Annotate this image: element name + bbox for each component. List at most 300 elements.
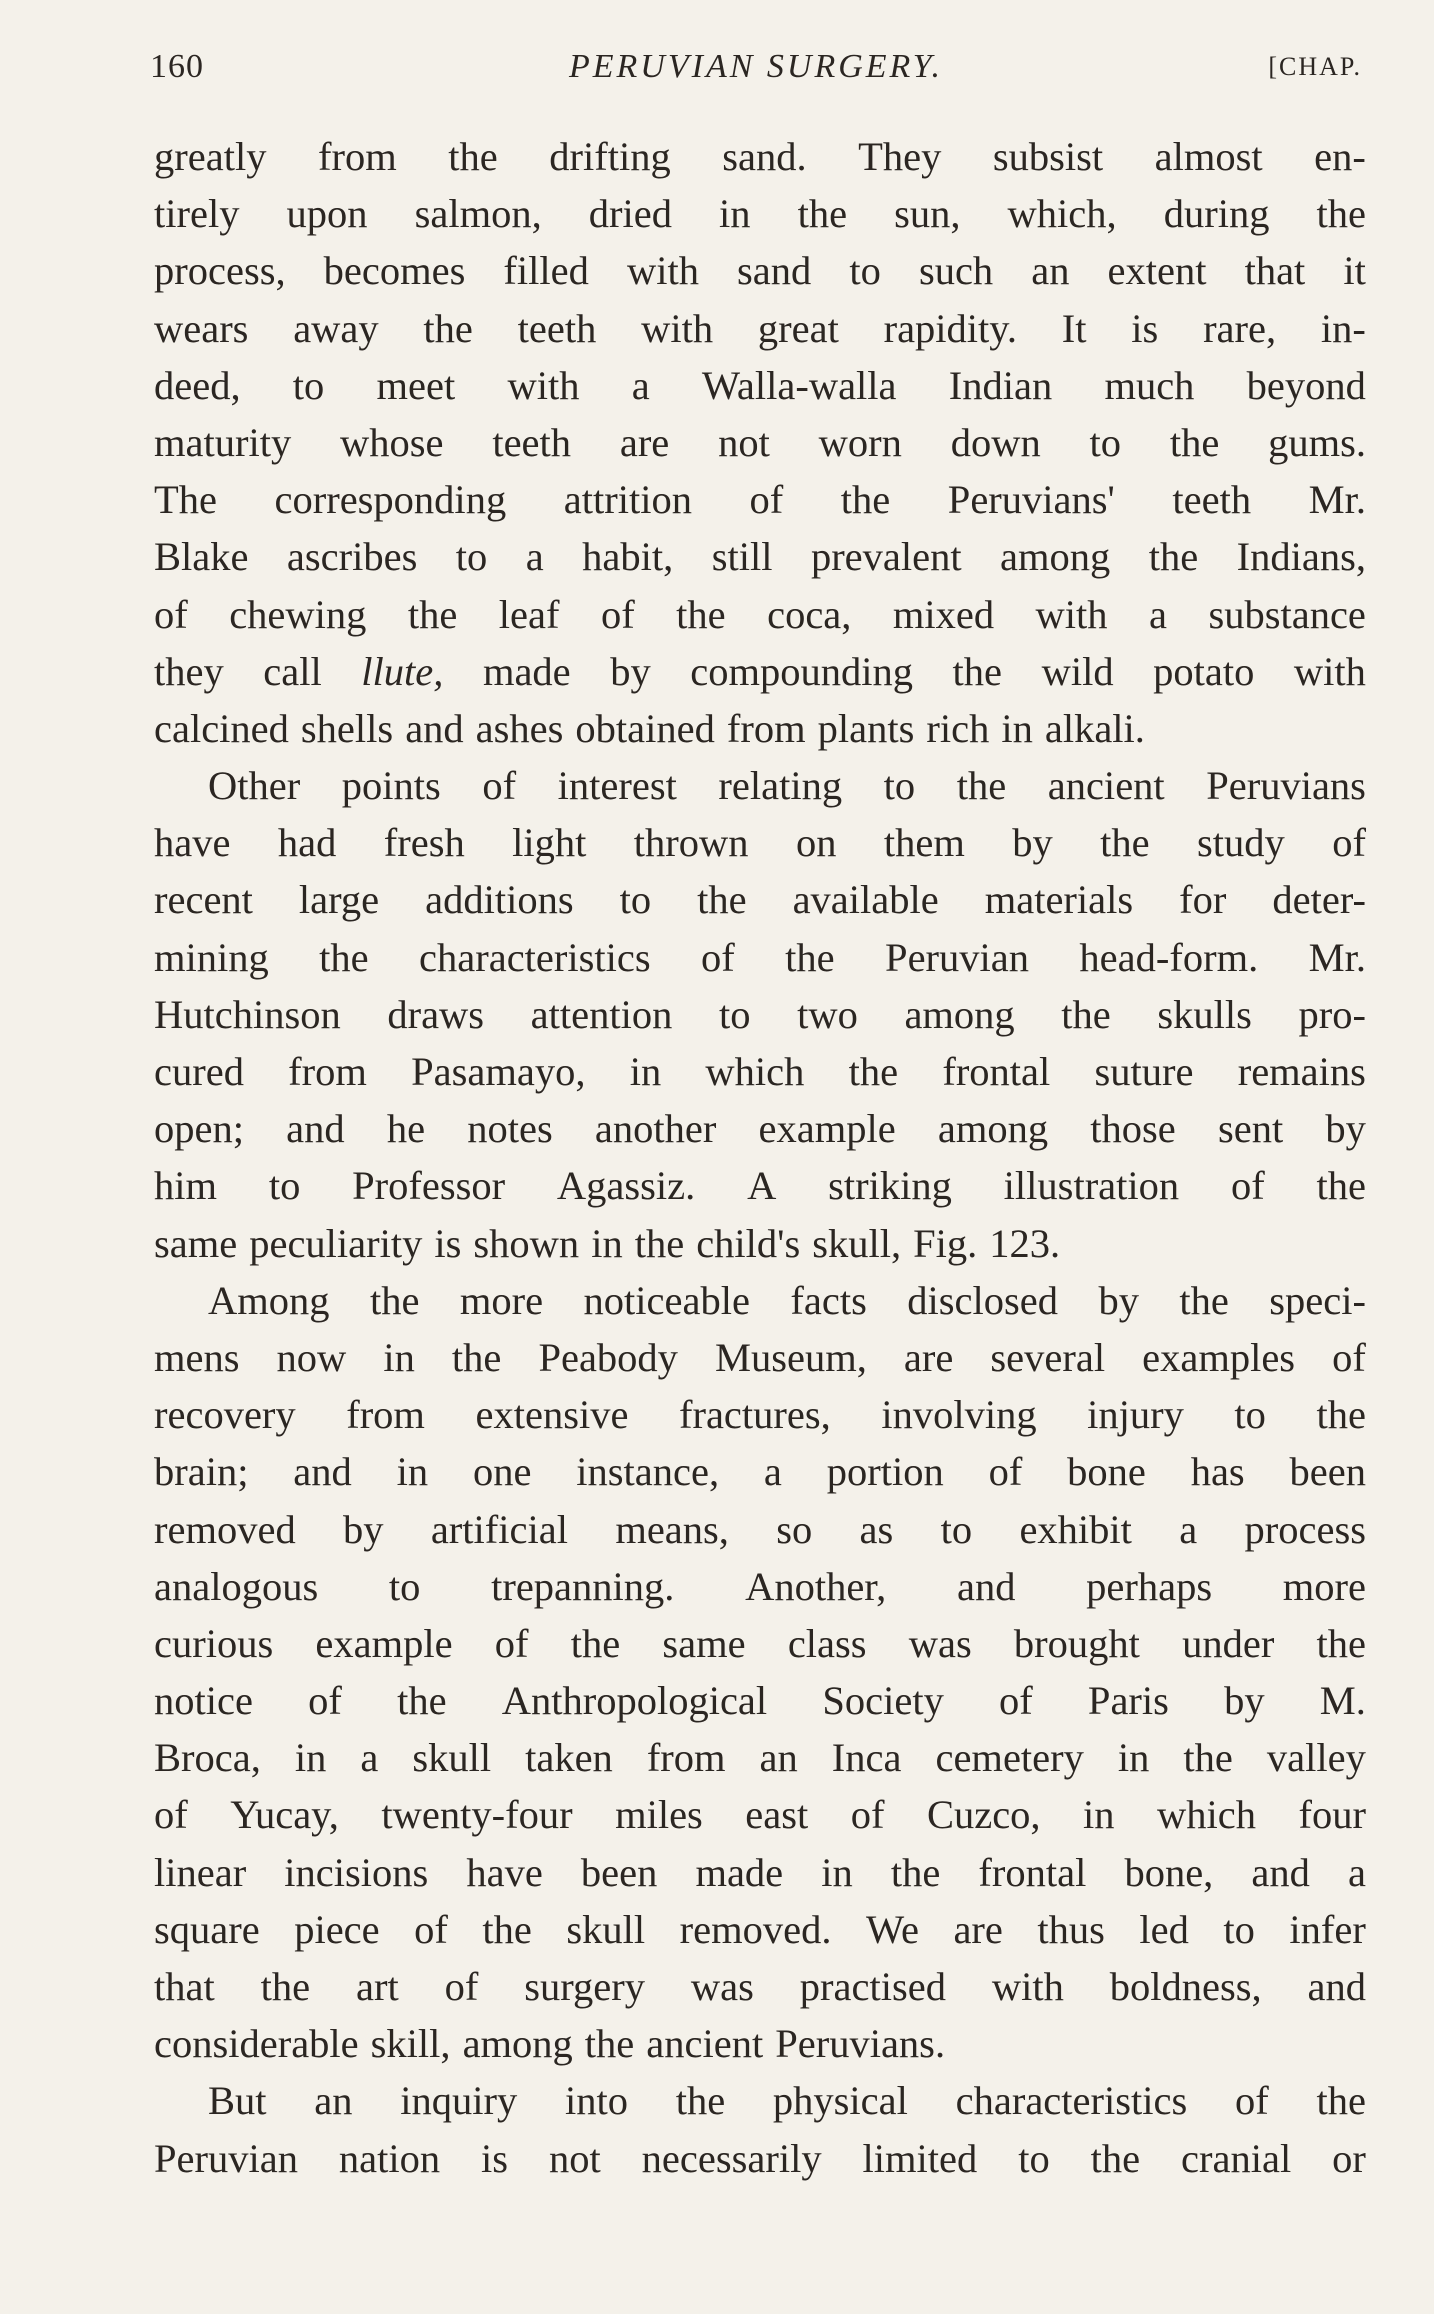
text-line — [154, 986, 1366, 1043]
word: of — [1332, 820, 1366, 866]
word: linear — [154, 1849, 247, 1895]
running-head — [150, 40, 1362, 100]
text-line — [154, 528, 1366, 585]
word: more — [459, 1277, 544, 1323]
word: skulls — [1157, 991, 1252, 1037]
word: notice — [154, 1678, 253, 1724]
word: en- — [1314, 134, 1366, 179]
word: under — [1182, 1620, 1275, 1666]
word: frontal — [942, 1049, 1051, 1094]
word: head-form. — [1079, 934, 1259, 980]
word: and — [293, 1449, 352, 1495]
body-text — [154, 128, 1366, 2187]
word: a — [631, 362, 650, 408]
word: Peruvians' — [947, 477, 1115, 523]
word: twenty-four — [381, 1792, 573, 1838]
word: greatly — [154, 134, 267, 179]
word: skill, — [370, 2021, 451, 2067]
word: instance, — [576, 1449, 720, 1495]
word: during — [1163, 191, 1270, 237]
word: of — [494, 1620, 529, 1666]
word: led — [1139, 1906, 1189, 1952]
word: Professor — [352, 1163, 506, 1209]
text-line — [154, 586, 1366, 643]
word: surgery — [524, 1964, 645, 2009]
word: been — [580, 1849, 658, 1895]
text-line — [154, 1672, 1366, 1729]
word: We — [865, 1906, 919, 1952]
word: by — [610, 648, 651, 694]
word: which, — [1007, 191, 1117, 237]
word: in — [396, 1449, 429, 1495]
word: process, — [154, 248, 286, 294]
word: open; — [154, 1106, 244, 1152]
word: valley — [1266, 1735, 1366, 1781]
word: by — [1012, 820, 1053, 866]
word: two — [797, 991, 858, 1037]
word: of — [308, 1678, 342, 1724]
text-line — [154, 814, 1366, 871]
word: by — [1098, 1277, 1139, 1323]
word: of — [1230, 1163, 1265, 1209]
word: to — [455, 534, 488, 580]
word: a — [1149, 591, 1167, 637]
text-line — [154, 1501, 1366, 1558]
word: it — [1343, 248, 1366, 294]
word: the — [1316, 2078, 1366, 2124]
word: that — [1244, 248, 1306, 294]
word: additions — [425, 877, 574, 923]
word: facts — [790, 1277, 867, 1323]
text-line — [154, 2015, 1366, 2072]
word: down — [950, 419, 1041, 465]
word: four — [1298, 1792, 1366, 1838]
word: M. — [1319, 1678, 1366, 1724]
word: the — [697, 877, 747, 923]
word: not — [548, 2135, 601, 2181]
word: the — [956, 763, 1007, 809]
word: mens — [154, 1334, 240, 1380]
word: Indians, — [1236, 534, 1366, 580]
word: art — [356, 1964, 399, 2009]
word: Peabody — [538, 1334, 678, 1380]
word: analogous — [154, 1563, 319, 1609]
word: remains — [1237, 1049, 1366, 1094]
word: class — [787, 1620, 867, 1666]
text-line — [154, 1100, 1366, 1157]
word: so — [776, 1506, 813, 1552]
word: dried — [588, 191, 672, 237]
word: teeth — [492, 419, 572, 465]
word: which — [705, 1049, 805, 1094]
word: ascribes — [286, 534, 418, 580]
word: among — [937, 1106, 1049, 1152]
word: those — [1090, 1106, 1176, 1152]
text-line — [154, 1443, 1366, 1500]
word: of — [850, 1792, 885, 1838]
word: the — [840, 477, 891, 523]
word: same — [154, 1220, 238, 1266]
word: involving — [881, 1392, 1037, 1438]
text-line — [154, 1958, 1366, 2015]
word: Peruvians. — [775, 2021, 946, 2067]
word: with — [507, 362, 580, 408]
word: considerable — [154, 2021, 359, 2067]
word: they — [154, 648, 224, 694]
word: the — [1148, 534, 1199, 580]
text-line — [154, 357, 1366, 414]
word: Other — [208, 763, 301, 809]
word: skull — [566, 1906, 646, 1952]
word: as — [859, 1506, 894, 1552]
word: the — [260, 1964, 311, 2009]
word: leaf — [498, 591, 560, 637]
word: gums. — [1268, 419, 1366, 465]
word: noticeable — [583, 1277, 750, 1323]
page-number: 160 — [150, 48, 204, 85]
word: shown — [473, 1220, 580, 1266]
word: characteristics — [955, 2078, 1188, 2124]
text-line — [154, 757, 1366, 814]
text-line — [154, 2130, 1366, 2187]
word: trepanning. — [491, 1563, 675, 1609]
word: from — [317, 134, 397, 179]
word: of — [154, 1792, 188, 1838]
word: fractures, — [678, 1392, 831, 1438]
word: the — [451, 1334, 502, 1380]
word: with — [641, 305, 714, 351]
word: Peruvians — [1206, 763, 1366, 809]
word: a — [1347, 1849, 1366, 1895]
word: maturity — [154, 419, 292, 465]
word: teeth — [517, 305, 597, 351]
word: the — [397, 1678, 447, 1724]
word: to — [1234, 1392, 1266, 1438]
word: incisions — [284, 1849, 429, 1895]
text-line — [154, 128, 1366, 185]
word: relating — [718, 763, 843, 809]
word: curious — [154, 1620, 274, 1666]
word: example — [315, 1620, 453, 1666]
word: the — [1183, 1735, 1233, 1781]
word: from — [646, 1735, 726, 1781]
word: of — [999, 1678, 1033, 1724]
word: prevalent — [810, 534, 962, 580]
word: pro- — [1298, 991, 1366, 1037]
word: thus — [1037, 1906, 1105, 1952]
word: in — [383, 1334, 415, 1380]
word: into — [564, 2078, 628, 2124]
word: suture — [1094, 1049, 1194, 1094]
word: the — [785, 934, 835, 980]
word: wild — [1041, 648, 1114, 694]
word: inquiry — [400, 2078, 518, 2124]
word: salmon, — [414, 191, 542, 237]
text-line — [154, 300, 1366, 357]
word: same — [662, 1620, 746, 1666]
word: study — [1197, 820, 1285, 866]
word: made — [695, 1849, 784, 1895]
word: cured — [154, 1049, 244, 1094]
word: which — [1157, 1792, 1256, 1838]
word: the — [952, 648, 1003, 694]
text-line — [154, 2072, 1366, 2129]
word: by — [343, 1506, 384, 1552]
word: materials — [984, 877, 1134, 923]
word: to — [268, 1163, 301, 1209]
word: among — [1000, 534, 1111, 580]
word: of — [749, 477, 784, 523]
word: the — [676, 591, 726, 637]
word: to — [1089, 419, 1122, 465]
word: much — [1104, 362, 1195, 408]
word: of — [701, 934, 735, 980]
word: meet — [376, 362, 456, 408]
word: in — [719, 191, 751, 237]
text-line — [154, 1215, 1366, 1272]
word: Museum, — [714, 1334, 867, 1380]
word: Blake — [154, 534, 249, 580]
word: habit, — [582, 534, 674, 580]
word: with — [1035, 591, 1108, 637]
word: great — [757, 305, 839, 351]
word: But — [208, 2078, 267, 2124]
word: large — [298, 877, 380, 923]
word: piece — [294, 1906, 380, 1952]
word: practised — [799, 1964, 946, 2009]
word: tirely — [154, 191, 240, 237]
word: among — [904, 991, 1015, 1037]
word: removed. — [679, 1906, 832, 1952]
word: coca, — [767, 591, 852, 637]
word: the — [448, 134, 498, 179]
word: recent — [154, 877, 253, 923]
text-line — [154, 1157, 1366, 1214]
word: several — [990, 1334, 1106, 1380]
word: exhibit — [1019, 1506, 1132, 1552]
word: compounding — [690, 648, 913, 694]
word: of — [444, 1964, 479, 2009]
text-line — [154, 929, 1366, 986]
word: Fig. — [913, 1220, 978, 1266]
word: the — [1316, 191, 1366, 237]
text-line — [154, 471, 1366, 528]
word: characteristics — [419, 934, 651, 980]
word: the — [1061, 991, 1111, 1037]
word: to — [388, 1563, 421, 1609]
word: limited — [862, 2135, 978, 2181]
word: nation — [338, 2135, 441, 2181]
running-title: PERUVIAN SURGERY. — [569, 48, 943, 85]
word: from — [288, 1049, 367, 1094]
word: of — [414, 1906, 448, 1952]
word: to — [1223, 1906, 1255, 1952]
text-line — [154, 414, 1366, 471]
word: of — [600, 591, 635, 637]
word: Among — [208, 1277, 330, 1323]
word: mining — [154, 934, 269, 980]
word: speci- — [1269, 1277, 1366, 1323]
word: one — [472, 1449, 532, 1495]
word: rare, — [1203, 305, 1277, 351]
word: upon — [286, 191, 368, 237]
word: deed, — [154, 362, 241, 408]
word: available — [792, 877, 939, 923]
word: of — [154, 591, 188, 637]
word: chewing — [229, 591, 367, 637]
word: the — [634, 1220, 685, 1266]
word: obtained — [575, 705, 715, 751]
word: to — [849, 248, 881, 294]
word: have — [154, 820, 231, 866]
word: Mr. — [1308, 477, 1366, 523]
word: physical — [772, 2078, 908, 2124]
word: injury — [1087, 1392, 1184, 1438]
word: from — [726, 705, 806, 751]
word: the — [319, 934, 369, 980]
word: of — [482, 763, 517, 809]
word: rich — [926, 705, 990, 751]
word: of — [1332, 1334, 1366, 1380]
chapter-label: [CHAP. — [1268, 52, 1362, 81]
word: boldness, — [1109, 1964, 1262, 2009]
word: are — [619, 419, 670, 465]
word: with — [991, 1964, 1064, 2009]
word: thrown — [633, 820, 749, 866]
word: The — [154, 477, 217, 523]
word: infer — [1289, 1906, 1366, 1952]
word: skull, — [812, 1220, 902, 1266]
word: the — [1179, 1277, 1229, 1323]
word: wears — [154, 305, 249, 351]
word: with — [1293, 648, 1366, 694]
word: in — [1083, 1792, 1115, 1838]
word: the — [423, 305, 473, 351]
word: Hutchinson — [154, 991, 341, 1037]
word: such — [918, 248, 994, 294]
text-line — [154, 700, 1366, 757]
word: brought — [1013, 1620, 1140, 1666]
word: a — [763, 1449, 782, 1495]
word: They — [858, 134, 942, 179]
word: square — [154, 1906, 260, 1952]
word: to — [883, 763, 916, 809]
word: the — [675, 2078, 726, 2124]
word: the — [369, 1277, 420, 1323]
word: Anthropological — [501, 1678, 768, 1724]
word: potato — [1153, 648, 1255, 694]
word: It — [1061, 305, 1087, 351]
word: an — [759, 1735, 798, 1781]
word: Broca, — [154, 1735, 261, 1781]
word: attrition — [563, 477, 692, 523]
word: substance — [1208, 591, 1366, 637]
word: in — [1001, 705, 1033, 751]
word: the — [797, 191, 848, 237]
text-line — [154, 1615, 1366, 1672]
word: brain; — [154, 1449, 249, 1495]
word: them — [883, 820, 965, 866]
word: by — [1224, 1678, 1265, 1724]
word: a — [1179, 1506, 1198, 1552]
word: to — [1018, 2135, 1050, 2181]
word: extensive — [475, 1392, 629, 1438]
word: frontal — [978, 1849, 1087, 1895]
word: and — [405, 705, 464, 751]
word: peculiarity — [249, 1220, 423, 1266]
word: perhaps — [1086, 1563, 1213, 1609]
word: are — [903, 1334, 954, 1380]
word: the — [570, 1620, 621, 1666]
word: means, — [615, 1506, 729, 1552]
text-line — [154, 1901, 1366, 1958]
word: are — [953, 1906, 1003, 1952]
word: Cuzco, — [926, 1792, 1041, 1838]
word: llute, — [361, 648, 444, 694]
word: points — [341, 763, 441, 809]
text-line — [154, 1558, 1366, 1615]
word: with — [626, 248, 699, 294]
word: had — [277, 820, 337, 866]
word: Indian — [948, 362, 1053, 408]
text-line — [154, 1786, 1366, 1843]
word: was — [690, 1964, 754, 2009]
word: disclosed — [907, 1277, 1058, 1323]
word: fresh — [383, 820, 465, 866]
word: to — [940, 1506, 973, 1552]
word: Walla-walla — [701, 362, 897, 408]
word: deter- — [1272, 877, 1366, 923]
word: necessarily — [641, 2135, 822, 2181]
word: Yucay, — [230, 1792, 339, 1838]
word: A — [747, 1163, 777, 1209]
word: was — [908, 1620, 972, 1666]
word: becomes — [323, 248, 466, 294]
word: an — [1031, 248, 1070, 294]
word: from — [346, 1392, 425, 1438]
word: in- — [1320, 305, 1366, 351]
text-line — [154, 643, 1366, 700]
word: bone, — [1124, 1849, 1214, 1895]
word: the — [407, 591, 458, 637]
word: sand — [737, 248, 812, 294]
word: in — [629, 1049, 662, 1094]
word: in — [1117, 1735, 1150, 1781]
word: drifting — [549, 134, 671, 179]
word: a — [360, 1735, 379, 1781]
word: east — [745, 1792, 809, 1838]
text-line — [154, 242, 1366, 299]
word: the — [584, 2021, 635, 2067]
word: subsist — [992, 134, 1104, 179]
word: recovery — [154, 1392, 296, 1438]
text-line — [154, 1844, 1366, 1901]
word: the — [1316, 1392, 1366, 1438]
word: for — [1179, 877, 1227, 923]
word: made — [482, 648, 571, 694]
word: illustration — [1003, 1163, 1180, 1209]
word: him — [154, 1163, 218, 1209]
word: of — [1234, 2078, 1269, 2124]
word: in — [294, 1735, 327, 1781]
word: is — [481, 2135, 509, 2181]
word: taken — [525, 1735, 613, 1781]
word: attention — [530, 991, 673, 1037]
word: by — [1325, 1106, 1366, 1152]
word: or — [1332, 2135, 1366, 2181]
word: Paris — [1087, 1678, 1169, 1724]
word: is — [1131, 305, 1159, 351]
